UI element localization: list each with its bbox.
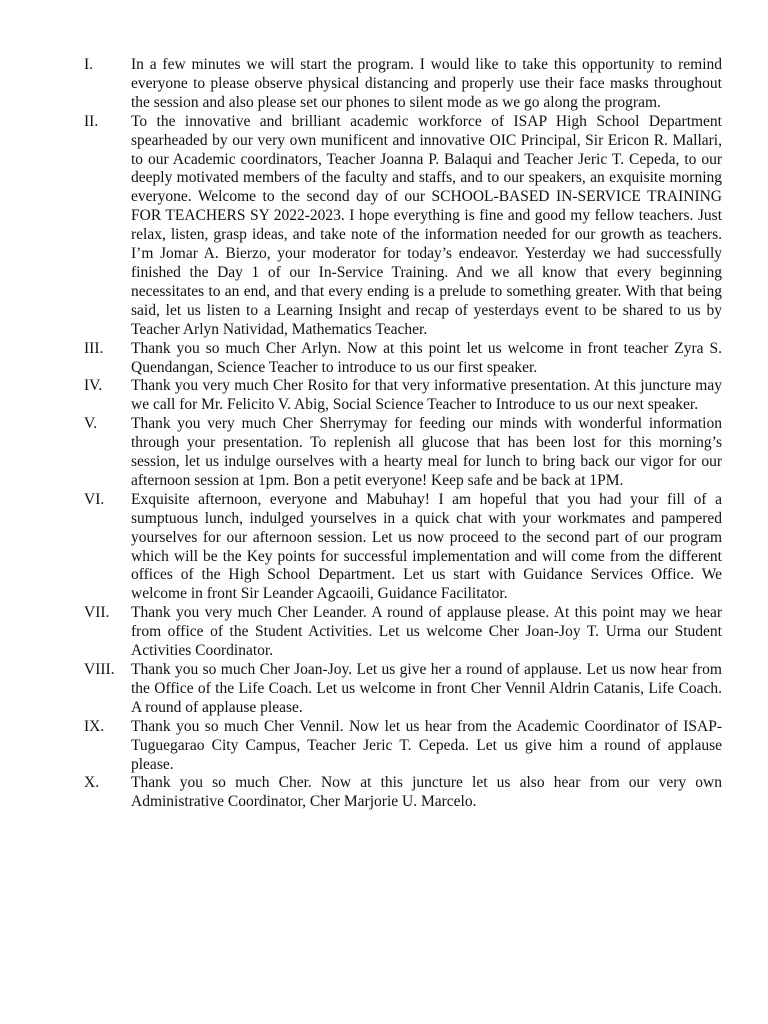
list-item: [84, 113, 722, 340]
list-item: [84, 604, 722, 661]
list-item-numeral: X.: [84, 774, 100, 792]
list-item-numeral: VII.: [84, 604, 110, 622]
list-item-numeral: II.: [84, 112, 99, 130]
list-item-text: Thank you so much Cher Vennil. Now let us hear from the Academic Coordinator of ISAP-Tuguegarao City Campus, Teacher Jeric T. Cepeda. Let us give him a round of applause please.: [131, 717, 722, 773]
list-item-numeral: IX.: [84, 717, 105, 735]
list-item-text: To the innovative and brilliant academic workforce of ISAP High School Department spearheaded by our very own munificent and innovative OIC Principal, Sir Ericon R. Mallari, to our Academic coordinators, Teacher Joanna P. Balaqui and Teacher Jeric T. Cepeda, to our deeply motivated members of the faculty and staffs, and to our speakers, an exquisite morning everyone. Welcome to the second day of our SCHOOL-BASED IN-SERVICE TRAINING FOR TEACHERS SY 2022-2023. I hope everything is fine and good my fellow teachers. Just relax, listen, grasp ideas, and take note of the information needed for our growth as teachers. I’m Jomar A. Bierzo, your moderator for today’s endeavor. Yesterday we had successfully finished the Day 1 of our In-Service Training. And we all know that every beginning necessitates to an end, and that every ending is a prelude to something greater. With that being said, let us listen to a Learning Insight and recap of yesterdays event to be shared to us by Teacher Arlyn Natividad, Mathematics Teacher.: [131, 112, 722, 338]
list-item-numeral: VI.: [84, 490, 105, 508]
list-item-text: Exquisite afternoon, everyone and Mabuhay! I am hopeful that you had your fill of a sumptuous lunch, indulged yourselves in a quick chat with your workmates and pampered yourselves for our afternoon session. Let us now proceed to the second part of our program which will be the Key points for successful implementation and will come from the different offices of the High School Department. Let us start with Guidance Services Office. We welcome in front Sir Leander Agcaoili, Guidance Facilitator.: [131, 490, 722, 603]
list-item-text: Thank you so much Cher Joan-Joy. Let us give her a round of applause. Let us now hear from the Office of the Life Coach. Let us welcome in front Cher Vennil Aldrin Catanis, Life Coach. A round of applause please.: [131, 661, 722, 716]
list-item: [84, 377, 722, 415]
list-item-numeral: III.: [84, 339, 104, 357]
list-item-text: Thank you very much Cher Rosito for that very informative presentation. At this juncture may we call for Mr. Felicito V. Abig, Social Science Teacher to Introduce to us our next speaker.: [131, 377, 722, 414]
list-item-text: In a few minutes we will start the program. I would like to take this opportunity to remind everyone to please observe physical distancing and properly use their face masks throughout the session and also please set our phones to silent mode as we go along the program.: [131, 56, 722, 111]
list-item-text: Thank you very much Cher Sherrymay for feeding our minds with wonderful information through your presentation. To replenish all glucose that has been lost for this morning’s session, let us indulge ourselves with a hearty meal for lunch to bring back our vigor for our afternoon session at 1pm. Bon a petit everyone! Keep safe and be back at 1PM.: [131, 415, 722, 489]
list-item-numeral: V.: [84, 415, 98, 433]
list-item-numeral: I.: [84, 56, 94, 73]
list-item-numeral: IV.: [84, 377, 103, 395]
list-item-text: Thank you so much Cher Arlyn. Now at this point let us welcome in front teacher Zyra S. Quendangan, Science Teacher to introduce to us our first speaker.: [131, 339, 722, 376]
list-item: [84, 718, 722, 775]
list-item: [84, 56, 722, 113]
list-item: [84, 340, 722, 378]
list-item: [84, 491, 722, 604]
list-item: [84, 415, 722, 491]
list-item: [84, 661, 722, 718]
list-item-numeral: VIII.: [84, 661, 115, 678]
program-script-list: [84, 56, 722, 812]
list-item: [84, 774, 722, 812]
list-item-text: Thank you very much Cher Leander. A round of applause please. At this point may we hear from office of the Student Activities. Let us welcome Cher Joan-Joy T. Urma our Student Activities Coordinator.: [131, 604, 722, 660]
list-item-text: Thank you so much Cher. Now at this juncture let us also hear from our very own Administrative Coordinator, Cher Marjorie U. Marcelo.: [131, 774, 722, 811]
